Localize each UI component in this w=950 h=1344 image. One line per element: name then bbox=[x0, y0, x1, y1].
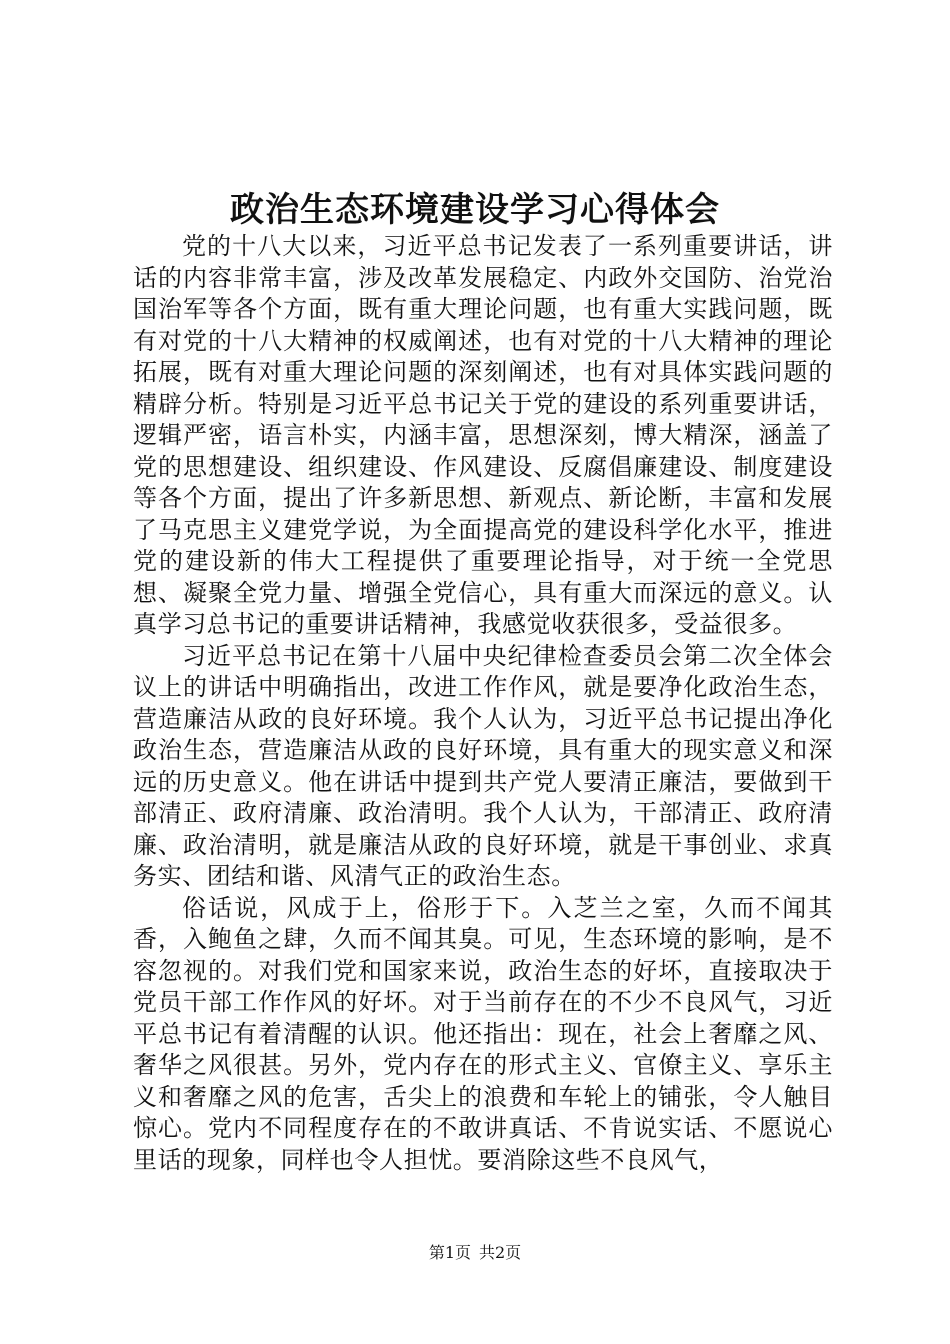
document-body bbox=[133, 231, 833, 1176]
paragraph-3: 俗话说，风成于上，俗形于下。入芝兰之室，久而不闻其香，入鲍鱼之肆，久而不闻其臭。可见，生态环境的影响，是不容忽视的。对我们党和国家来说，政治生态的好坏，直接取决于党员干部工作作风的好坏。对于当前存在的不少不良风气，习近平总书记有着清醒的认识。他还指出：现在，社会上奢靡之风、奢华之风很甚。另外，党内存在的形式主义、官僚主义、享乐主义和奢靡之风的危害，舌尖上的浪费和车轮上的铺张，令人触目惊心。党内不同程度存在的不敢讲真话、不肯说实话、不愿说心里话的现象，同样也令人担忧。要消除这些不良风气， bbox=[133, 893, 833, 1174]
page-number: 第1页 bbox=[428, 1243, 471, 1262]
page-total: 共2页 bbox=[479, 1243, 522, 1262]
paragraph-1: 党的十八大以来，习近平总书记发表了一系列重要讲话，讲话的内容非常丰富，涉及改革发展稳定、内政外交国防、治党治国治军等各个方面，既有重大理论问题，也有重大实践问题，既有对党的十八大精神的权威阐述，也有对党的十八大精神的理论拓展，既有对重大理论问题的深刻阐述，也有对具体实践问题的精辟分析。特别是习近平总书记关于党的建设的系列重要讲话，逻辑严密，语言朴实，内涵丰富，思想深刻，博大精深，涵盖了党的思想建设、组织建设、作风建设、反腐倡廉建设、制度建设等各个方面，提出了许多新思想、新观点、新论断，丰富和发展了马克思主义建党学说，为全面提高党的建设科学化水平，推进党的建设新的伟大工程提供了重要理论指导，对于统一全党思想、凝聚全党力量、增强全党信心，具有重大而深远的意义。认真学习总书记的重要讲话精神，我感觉收获很多，受益很多。 bbox=[133, 232, 833, 638]
page-footer bbox=[0, 1242, 950, 1264]
paragraph-2: 习近平总书记在第十八届中央纪律检查委员会第二次全体会议上的讲话中明确指出，改进工作作风，就是要净化政治生态，营造廉洁从政的良好环境。我个人认为，习近平总书记提出净化政治生态，营造廉洁从政的良好环境，具有重大的现实意义和深远的历史意义。他在讲话中提到共产党人要清正廉洁，要做到干部清正、政府清廉、政治清明。我个人认为，干部清正、政府清廉、政治清明，就是廉洁从政的良好环境，就是干事创业、求真务实、团结和谐、风清气正的政治生态。 bbox=[133, 641, 833, 890]
document-title: 政治生态环境建设学习心得体会 bbox=[230, 190, 720, 230]
